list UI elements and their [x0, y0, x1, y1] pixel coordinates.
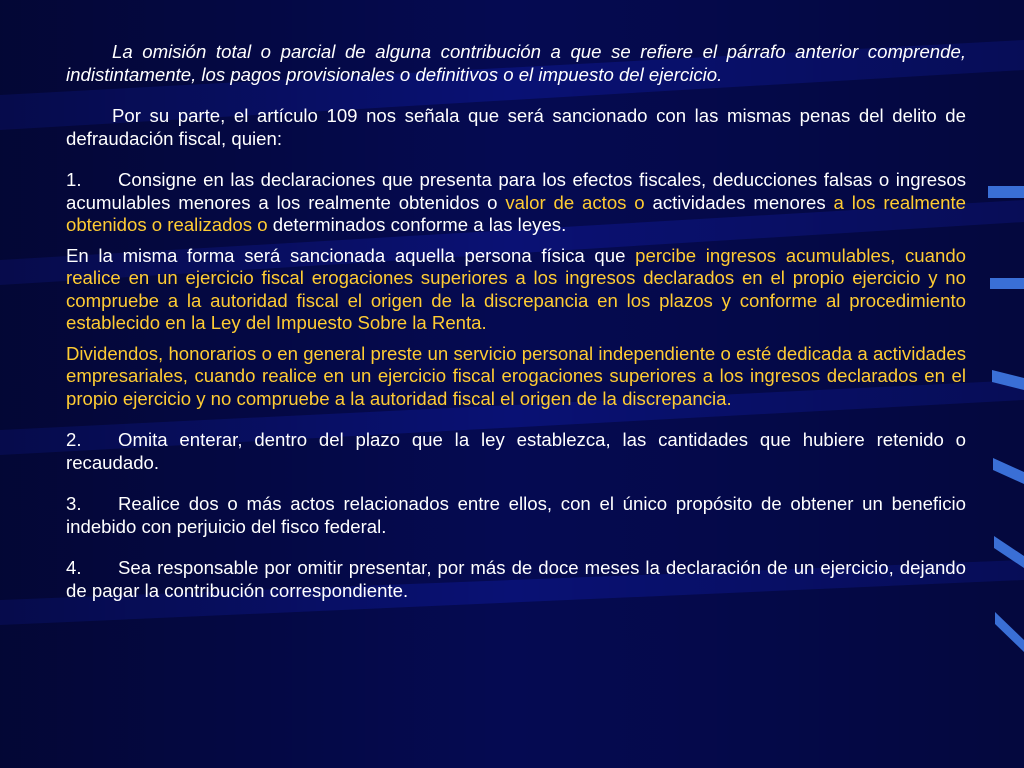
- paragraph-dividendos: Dividendos, honorarios o en general preste un servicio personal independiente o esté dedicada a actividades empresariales, cuando realice en un ejercicio fiscal erogaciones superiores a los ingresos declarados en el propio ejercicio y no compruebe a la autoridad fiscal el origen de la discrepancia.: [66, 342, 966, 409]
- paragraph-persona-fisica: [66, 245, 966, 335]
- paragraph-omision: La omisión total o parcial de alguna contribución a que se refiere el párrafo anterior comprende, indistintamente, los pagos provisionales o definitivos o el impuesto del ejercicio.: [66, 41, 966, 85]
- list-item-1-highlight-a: valor de actos o: [505, 191, 645, 213]
- list-item-1: [66, 169, 966, 237]
- list-item-1-text-e: determinados conforme a las leyes.: [267, 214, 567, 235]
- paragraph-articulo-109: Por su parte, el artículo 109 nos señala que será sancionado con las mismas penas del delito de defraudación fiscal, quien:: [66, 105, 966, 149]
- slide-content: [66, 41, 966, 602]
- list-item-2-text: Omita enterar, dentro del plazo que la ley establezca, las cantidades que hubiere retenido o recaudado.: [66, 429, 966, 473]
- list-item-1-text-a: Consigne en las declaraciones que presenta para los efectos fiscales, deducciones falsas o ingresos acumulables menores a los realmente obtenidos o: [66, 169, 966, 213]
- persona-fisica-highlight: percibe ingresos acumulables, cuando realice en un ejercicio fiscal erogaciones superiores a los ingresos declarados en el propio ejercicio y no compruebe a la autoridad fiscal el origen de la discrepancia en los plazos y conforme al procedimiento establecido en la Ley del Impuesto Sobre la Renta.: [66, 244, 966, 333]
- list-item-3-number: 3.: [66, 493, 82, 514]
- list-item-2: [66, 429, 966, 474]
- list-item-4-number: 4.: [66, 557, 82, 578]
- list-item-3-text: Realice dos o más actos relacionados entre ellos, con el único propósito de obtener un beneficio indebido con perjuicio del fisco federal.: [66, 493, 966, 537]
- list-item-3: [66, 493, 966, 538]
- list-item-4: [66, 557, 966, 602]
- list-item-4-text: Sea responsable por omitir presentar, por más de doce meses la declaración de un ejercicio, dejando de pagar la contribución correspondiente.: [66, 557, 966, 601]
- list-item-1-text-c: actividades menores: [644, 191, 834, 213]
- persona-fisica-text: En la misma forma será sancionada aquella persona física que: [66, 244, 636, 266]
- list-item-1-number: 1.: [66, 169, 82, 190]
- list-item-2-number: 2.: [66, 429, 82, 450]
- list-item-1-highlight-b: a los realmente obtenidos o realizados o: [66, 191, 966, 235]
